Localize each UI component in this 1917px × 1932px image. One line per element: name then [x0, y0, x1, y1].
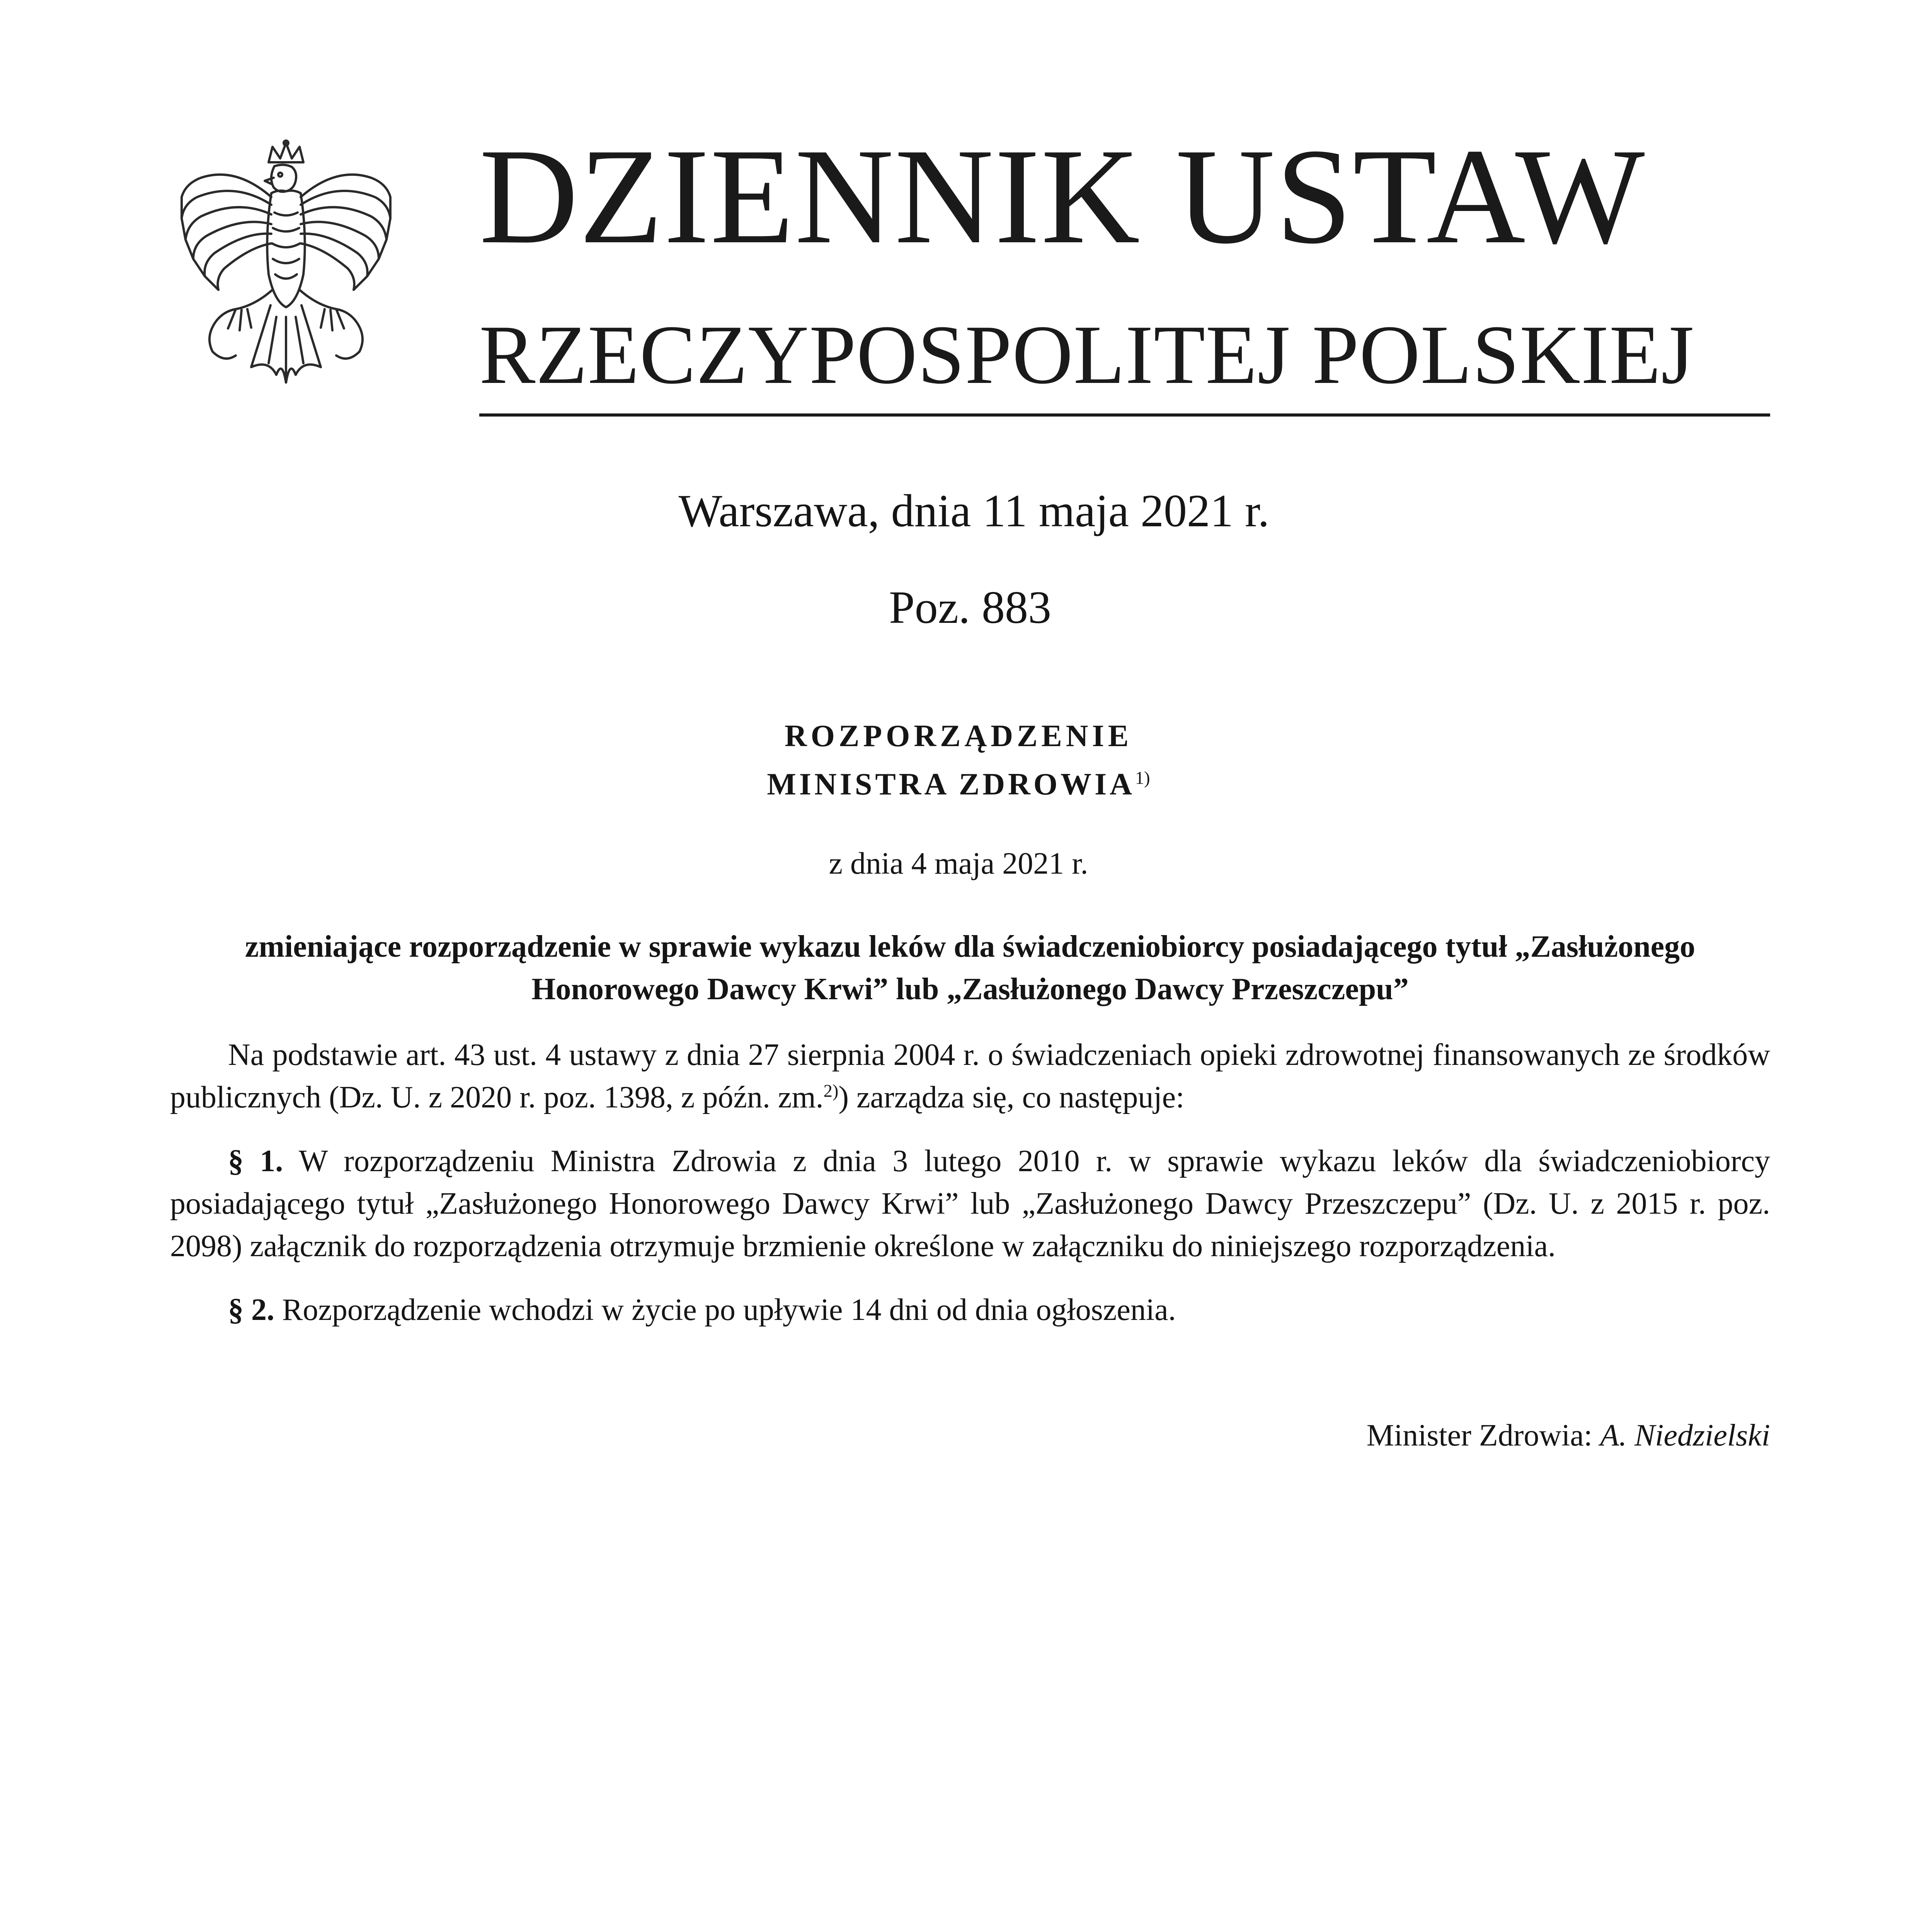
signature: [1367, 1414, 1770, 1457]
signature-name: A. Niedzielski: [1600, 1418, 1770, 1452]
legal-basis-paragraph: [170, 1034, 1770, 1119]
section-2-label: § 2.: [228, 1293, 274, 1327]
section-2-text: Rozporządzenie wchodzi w życie po upływie 14 dni od dnia ogłoszenia.: [282, 1293, 1176, 1327]
act-type-heading: ROZPORZĄDZENIE: [784, 719, 1133, 753]
footnote-ref-2: 2): [823, 1081, 839, 1101]
section-1-paragraph: [170, 1140, 1770, 1267]
journal-title: DZIENNIK USTAW: [479, 120, 1646, 272]
legal-basis-text-after: ) zarządza się, co następuje:: [838, 1080, 1185, 1114]
legal-basis-text-before: Na podstawie art. 43 ust. 4 ustawy z dnia 27 sierpnia 2004 r. o świadczeniach opieki zdrowotnej finansowanych ze środków publicznych (Dz. U. z 2020 r. poz. 1398, z późn. zm.: [170, 1038, 1770, 1114]
act-title: zmieniające rozporządzenie w sprawie wykazu leków dla świadczeniobiorcy posiadającego tytuł „Zasłużonego Honorowego Dawcy Krwi” lub „Zasłużonego Dawcy Przeszczepu”: [245, 930, 1696, 1006]
act-issuer-heading: [0, 767, 1917, 802]
section-1-text: W rozporządzeniu Ministra Zdrowia z dnia 3 lutego 2010 r. w sprawie wykazu leków dla świadczeniobiorcy posiadającego tytuł „Zasłużonego Honorowego Dawcy Krwi” lub „Zasłużonego Dawcy Przeszczepu” (Dz. U. z 2015 r. poz. 2098) załącznik do rozporządzenia otrzymuje brzmienie określone w załączniku do niniejszego rozporządzenia.: [170, 1144, 1771, 1263]
issue-date-place: Warszawa, dnia 11 maja 2021 r.: [678, 485, 1270, 536]
issue-position: Poz. 883: [889, 582, 1051, 633]
section-2-paragraph: [170, 1289, 1770, 1331]
signature-role: Minister Zdrowia:: [1366, 1418, 1593, 1452]
act-date: z dnia 4 maja 2021 r.: [829, 847, 1088, 881]
journal-subtitle: RZECZYPOSPOLITEJ POLSKIEJ: [479, 308, 1694, 401]
section-1-label: § 1.: [228, 1144, 283, 1178]
footnote-ref-1: 1): [1135, 768, 1150, 788]
polish-eagle-emblem-icon: [170, 135, 402, 406]
masthead-divider: [479, 413, 1770, 417]
act-issuer-text: MINISTRA ZDROWIA: [767, 767, 1135, 801]
